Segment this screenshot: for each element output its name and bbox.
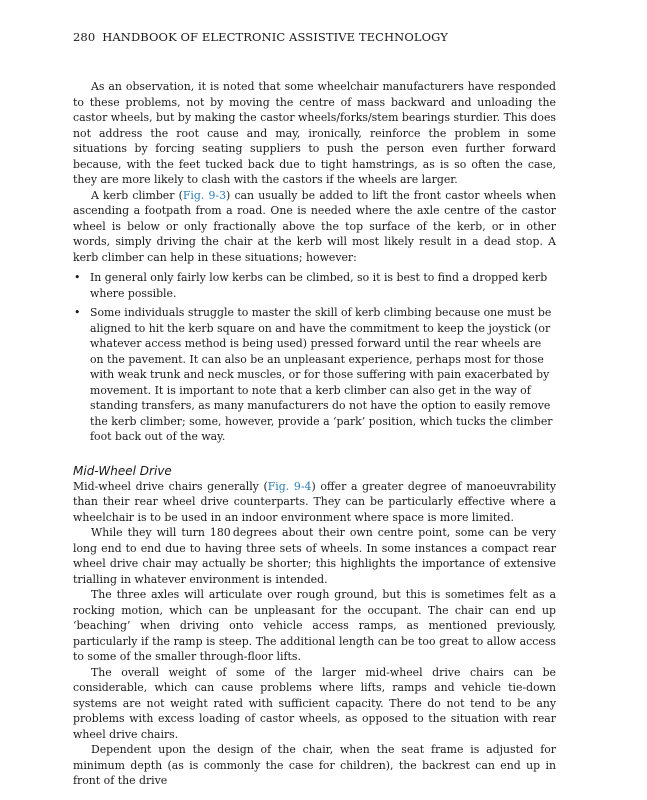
paragraph-mid-wheel-intro-start: Mid-wheel drive chairs generally ( xyxy=(73,479,268,493)
paragraph-kerb-climber-start: A kerb climber ( xyxy=(91,188,183,202)
figure-link-9-4[interactable]: Fig. 9-4 xyxy=(267,479,312,493)
paragraph-castor-observation: As an observation, it is noted that some wheelchair manufacturers have responded to these problems, not by moving the centre of mass backward and unloading the castor wheels, but by making the castor wheels/forks/stem bearings sturdier. This does not address the root cause and may, ironically, reinforce the problem in some situations by forcing seating suppliers to push the person even further forward because, with the feet tucked back due to tight hamstrings, as is so often the case, they are more likely to clash with the castors if the wheels are larger. xyxy=(73,80,556,186)
bullet-item-kerb-skill: • Some individuals struggle to master the skill of kerb climbing because one must be aligned to hit the kerb square on and have the commitment to keep the joystick (or whatever access method is being used) pressed forward until the rear wheels are on the pavement. It can also be an unpleasant experience, perhaps most for those with weak trunk and neck muscles, or for those suffering with pain exacerbated by movement. It is important to note that a kerb climber can also get in the way of standing transfers, as many manufacturers do not have the option to easily remove the kerb climber; some, however, provide a ‘park’ position, which tucks the climber foot back out of the way. xyxy=(73,305,556,445)
page-number: 280 xyxy=(73,30,96,44)
paragraph-kerb-climber-end: ) can usually be added to lift the front castor wheels when ascending a footpath from a road. One is needed where the axle centre of the castor wheel is below or only fractionally above the top surface of the kerb, or in other words, simply driving the chair at the kerb will most likely result in a dead stop. A kerb climber can help in these situations; however: xyxy=(73,188,556,264)
bullet-item-low-kerbs: • In general only fairly low kerbs can be climbed, so it is best to find a dropped kerb where possible. xyxy=(73,270,556,301)
running-head xyxy=(73,30,448,44)
paragraph-mid-wheel-intro xyxy=(73,479,556,526)
paragraph-mid-wheel-intro-end: ) offer a greater degree of manoeuvrability than their rear wheel drive counterparts. They can be particularly effective where a wheelchair is to be used in an indoor environment where space is more limited. xyxy=(73,479,556,524)
paragraph-articulation: The three axles will articulate over rough ground, but this is sometimes felt as a rocking motion, which can be unpleasant for the occupant. The chair can end up ‘beaching’ when driving onto vehicle access ramps, as mentioned previously, particularly if the ramp is steep. The additional length can be too great to allow access to some of the smaller through-floor lifts. xyxy=(73,588,556,663)
paragraph-turning: While they will turn 180 degrees about their own centre point, some can be very long end to end due to having three sets of wheels. In some instances a compact rear wheel drive chair may actually be shorter; this highlights the importance of extensive trialling in whatever environment is intended. xyxy=(73,526,556,586)
page-body xyxy=(73,79,556,789)
paragraph-weight: The overall weight of some of the larger mid-wheel drive chairs can be considerable, which can cause problems where lifts, ramps and vehicle tie-down systems are not weight rated with sufficient capacity. There do not tend to be any problems with excess loading of castor wheels, as opposed to the situation with rear wheel drive chairs. xyxy=(73,665,556,741)
figure-link-9-3[interactable]: Fig. 9-3 xyxy=(182,188,227,202)
paragraph-seat-frame: Dependent upon the design of the chair, when the seat frame is adjusted for minimum depth (as is commonly the case for children), the backrest can end up in front of the drive xyxy=(73,743,556,787)
paragraph-kerb-climber xyxy=(73,188,556,266)
book-title: HANDBOOK OF ELECTRONIC ASSISTIVE TECHNOLOGY xyxy=(102,30,448,44)
kerb-climber-bullet-list xyxy=(73,270,556,445)
section-heading-mid-wheel-drive: Mid-Wheel Drive xyxy=(73,463,172,478)
